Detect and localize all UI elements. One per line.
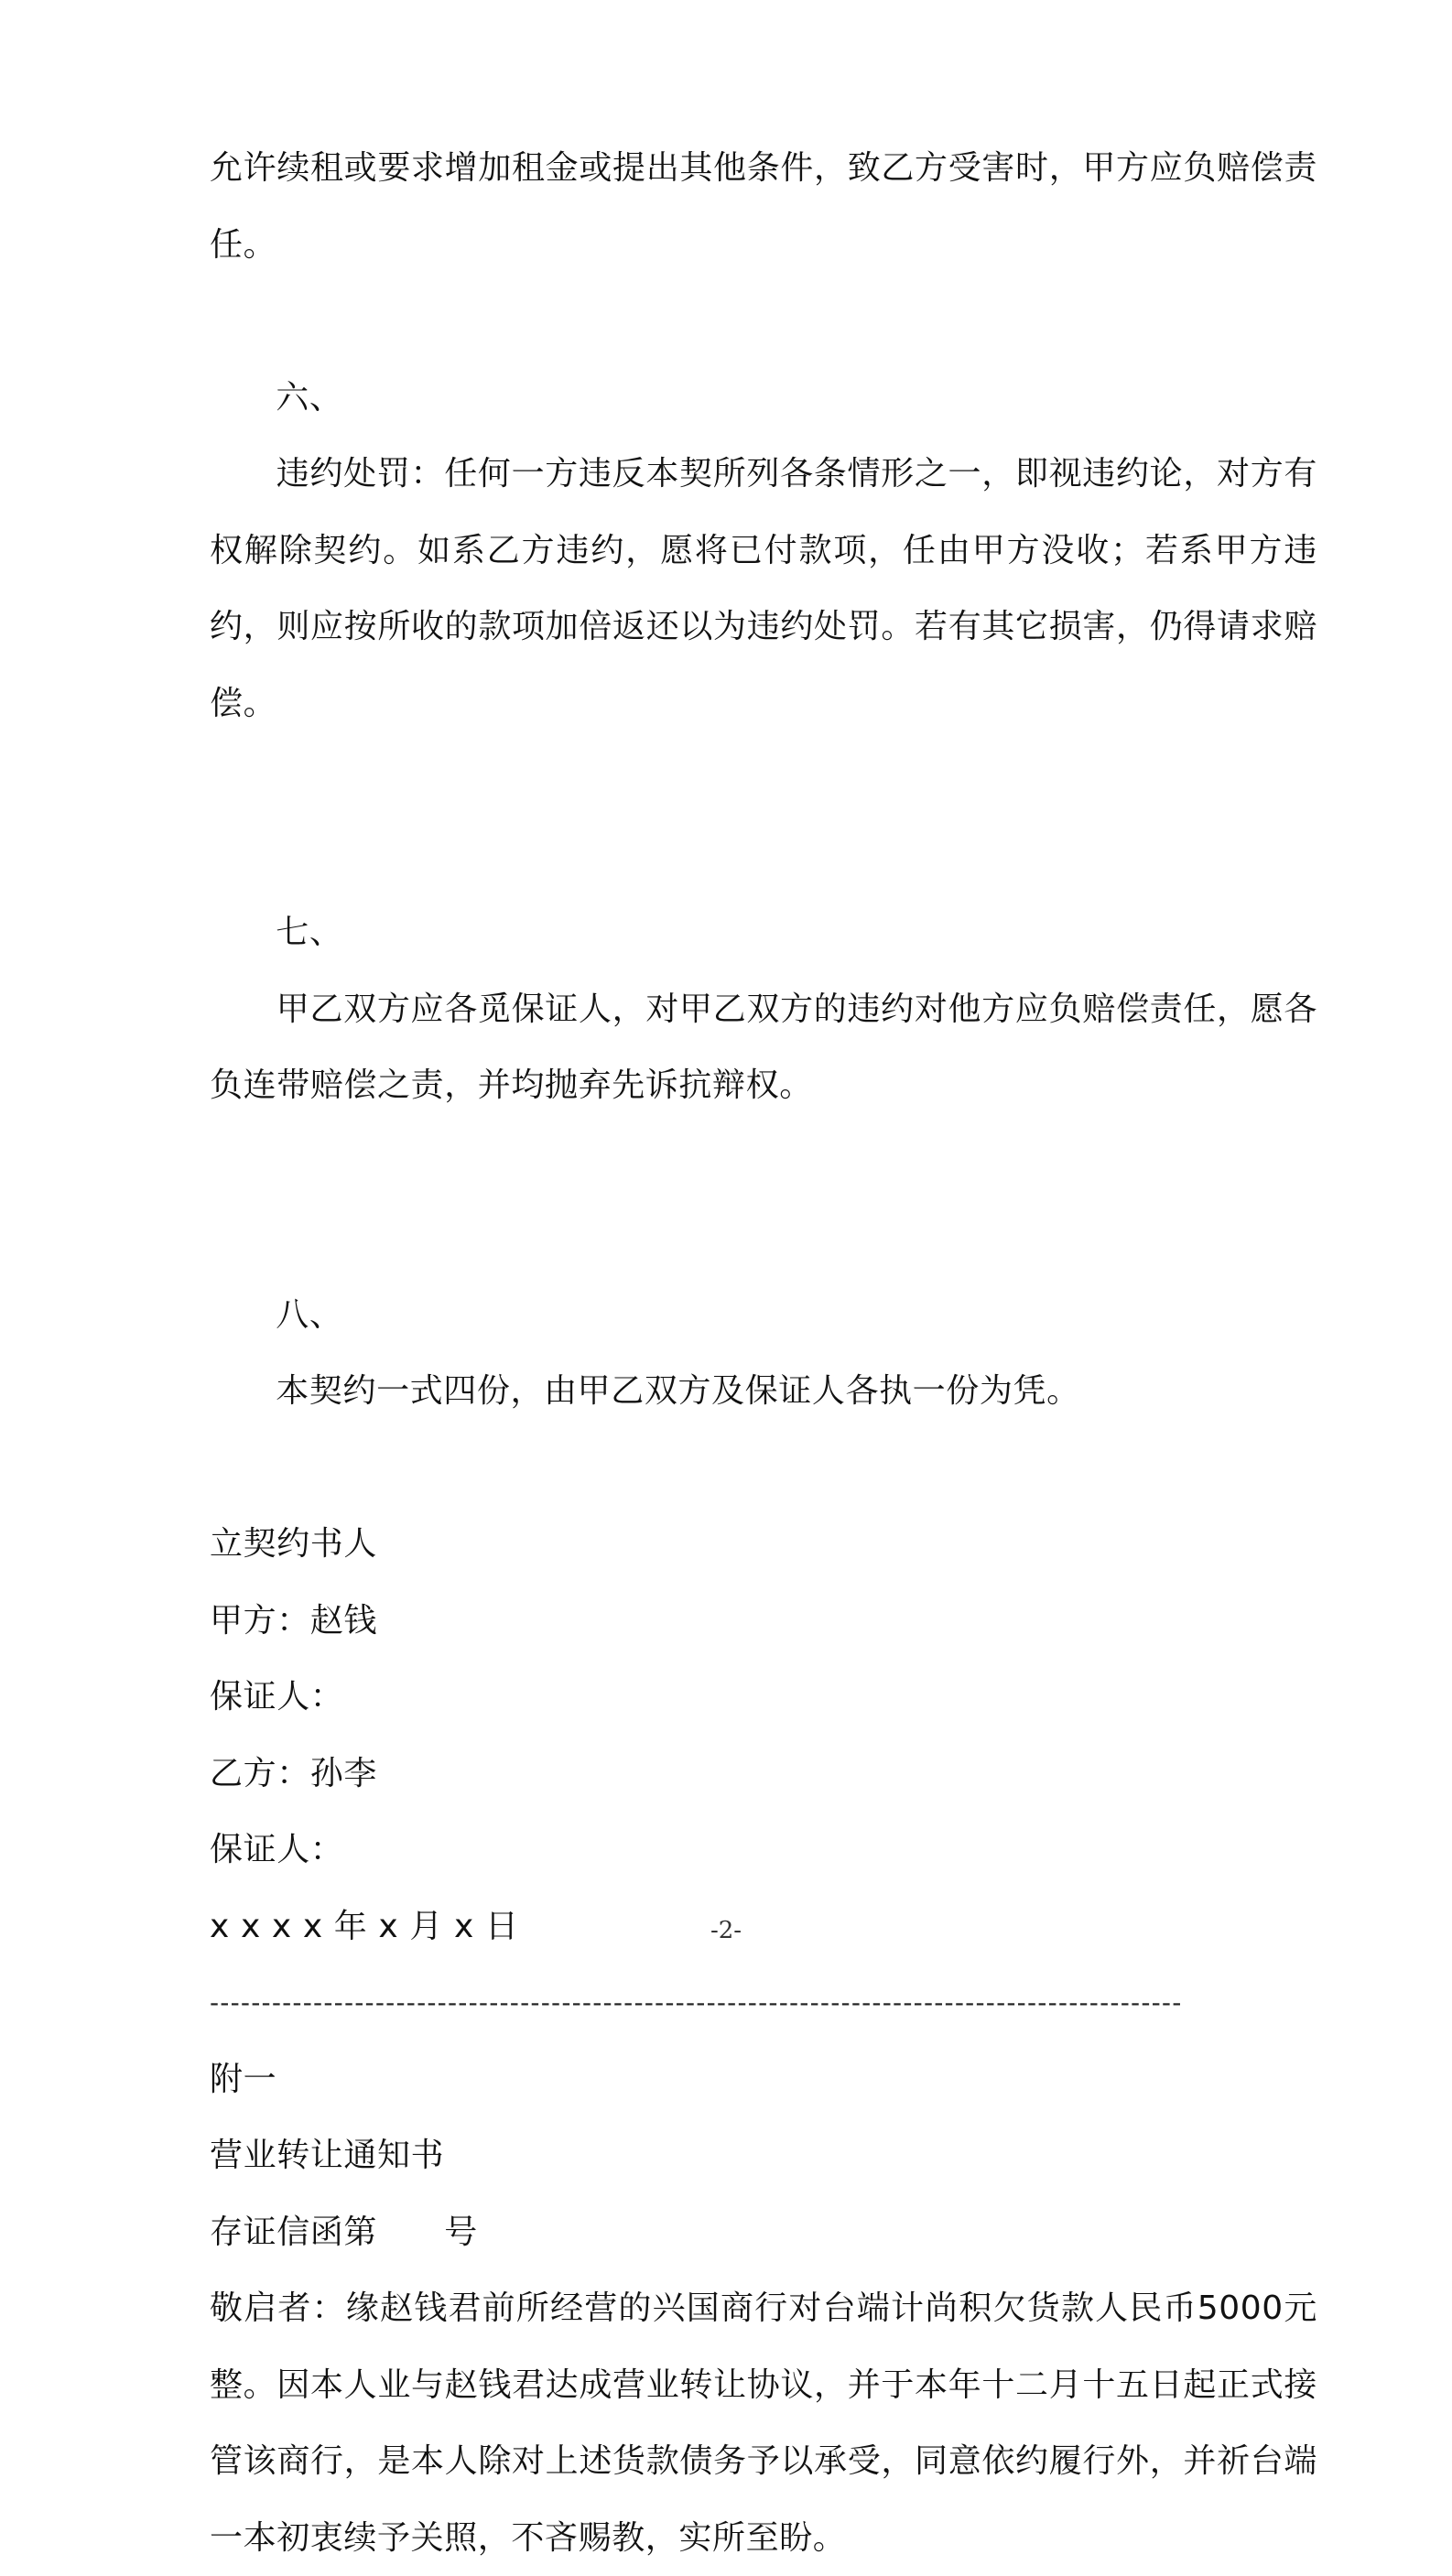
clause-text: 本契约一式四份，由甲乙双方及保证人各执一份为凭。 [276, 1372, 1080, 1410]
clause-8 [210, 1200, 1317, 1506]
guarantor-a-line: 保证人： [210, 1678, 344, 1716]
date-line: x x x x 年 x 月 x 日 [210, 1907, 519, 1945]
letter-reference: 存证信函第 号 [210, 2213, 478, 2251]
guarantor-b-line: 保证人： [210, 1831, 344, 1868]
page-number: -2- [710, 1917, 742, 1944]
document-body [210, 130, 1317, 2576]
continued-paragraph: 允许续租或要求增加租金或提出其他条件，致乙方受害时，甲方应负赔偿责任。 [210, 149, 1317, 264]
party-a-line: 甲方：赵钱 [210, 1601, 378, 1640]
dashed-divider: ---------------------------------------------------------------------------------------------- [210, 1987, 1183, 2018]
appendix-title: 营业转让通知书 [210, 2137, 445, 2174]
party-b-line: 乙方：孙李 [210, 1754, 378, 1792]
clause-number: 七、 [276, 914, 343, 951]
clause-number: 八、 [276, 1295, 343, 1334]
clause-6 [210, 283, 1317, 818]
letter-body: 敬启者：缘赵钱君前所经营的兴国商行对台端计尚积欠货款人民币5000元整。因本人业与赵钱君达成营业转让协议，并于本年十二月十五日起正式接管该商行，是本人除对上述货款债务予以承受，同意依约履行外，并祈台端一本初衷续予关照，不吝赐教，实所至盼。 [210, 2289, 1317, 2557]
signatures-heading: 立契约书人 [210, 1525, 378, 1563]
clause-text: 违约处罚：任何一方违反本契所列各条情形之一，即视违约论，对方有权解除契约。如系乙方违约，愿将已付款项，任由甲方没收；若系甲方违约，则应按所收的款项加倍返还以为违约处罚。若有其它损害，仍得请求赔偿。 [210, 455, 1317, 722]
clause-number: 六、 [276, 378, 343, 417]
appendix-label: 附一 [210, 2060, 277, 2098]
clause-7 [210, 818, 1317, 1201]
clause-text: 甲乙双方应各觅保证人，对甲乙双方的违约对他方应负赔偿责任，愿各负连带赔偿之责，并均抛弃先诉抗辩权。 [210, 990, 1317, 1104]
